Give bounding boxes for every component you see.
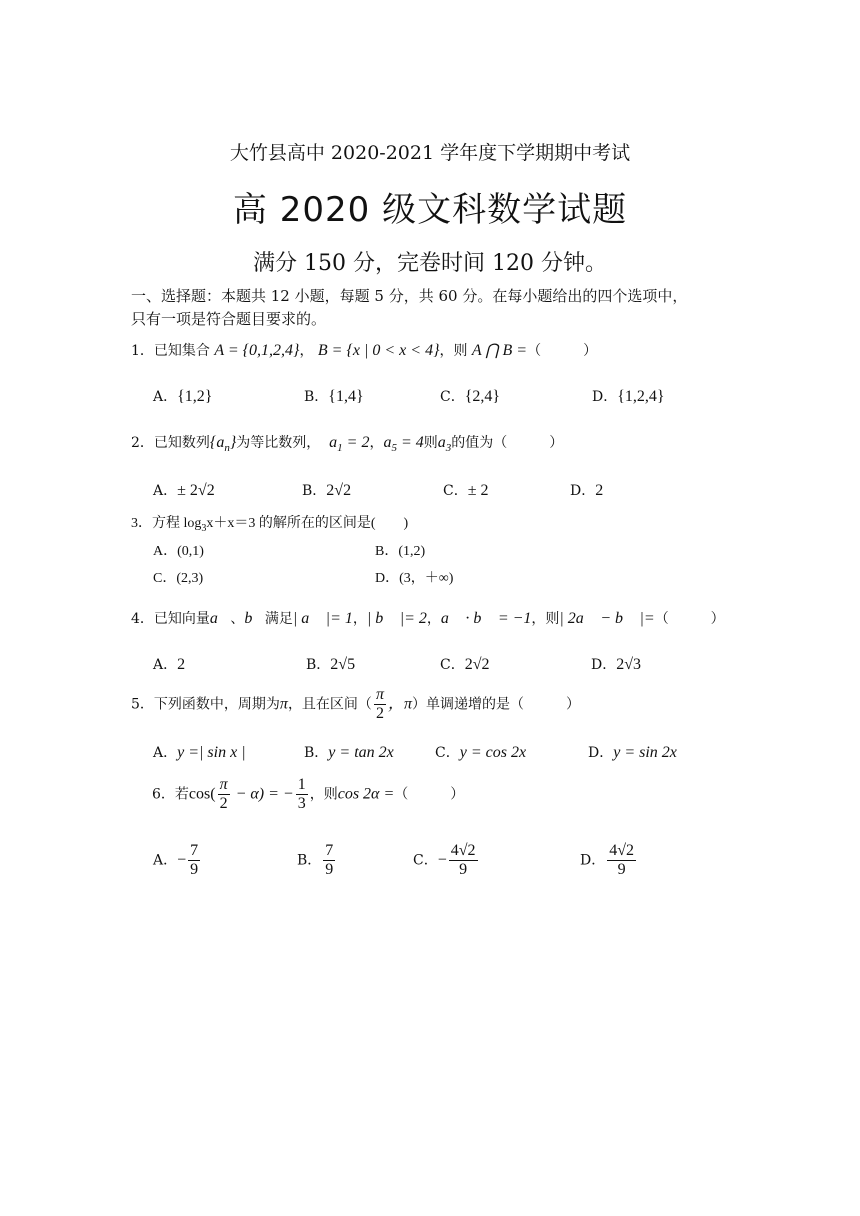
q5-fraction: $\frac{\pi}{2}$ — [375, 686, 384, 722]
q1-intersection: A ⋂ B = — [471, 342, 528, 359]
q2-option-a: A．± 2√2 — [153, 482, 215, 499]
q6-option-c: C．− $\frac{4√2}{9}$ — [413, 842, 476, 878]
question-2-stem: 2．已知数列$\{a_n\}$为等比数列， $a_1 = 2$，$a_5 = 4$则$a_3$的值为（ ） — [131, 434, 564, 454]
q6-option-b: B． $\frac{7}{9}$ — [297, 842, 334, 878]
q6-option-a: A．− $\frac{7}{9}$ — [153, 842, 199, 878]
q1-option-d: D．{1,2,4} — [592, 388, 665, 405]
q1-answer-paren: （ ） — [527, 343, 598, 359]
q1-option-c: C．{2,4} — [440, 388, 501, 405]
q2-option-d: D．2 — [570, 482, 604, 499]
q5-option-a: A．y =| sin x | — [153, 744, 246, 761]
exam-school-line: 大竹县高中 2020-2021 学年度下学期期中考试 — [229, 142, 631, 164]
question-5-stem: 5．下列函数中，周期为π，且在区间（ $\frac{\pi}{2}$ ，π）单调递增的是（ ） — [131, 686, 580, 722]
q4-option-c: C．2√2 — [440, 656, 490, 673]
question-4-stem: 4．已知向量a⃗、b⃗满足| a⃗ |= 1，| b⃗ |= 2，a⃗ · b⃗ = −1，则| 2a⃗ − b⃗ |=（ ） — [131, 610, 725, 627]
q4-option-d: D．2√3 — [591, 656, 642, 673]
q6-fraction-pi-over-2: $\frac{\pi}{2}$ — [219, 776, 228, 812]
q5-option-c: C．y = cos 2x — [435, 744, 527, 761]
q1-option-a: A．{1,2} — [153, 388, 213, 405]
q1-then: ，则 — [439, 343, 468, 359]
q1-set-a: A = {0,1,2,4} — [214, 342, 300, 359]
q2-option-b: B．2√2 — [302, 482, 352, 499]
q5-option-b: B．y = tan 2x — [304, 744, 394, 761]
q3-option-c: C．(2,3) — [153, 571, 204, 586]
q2-option-c: C．± 2 — [443, 482, 489, 499]
q3-option-a: A．(0,1) — [153, 544, 204, 559]
q1-set-b: B = {x | 0 < x < 4} — [317, 342, 440, 359]
q3-option-b: B．(1,2) — [375, 544, 426, 559]
q1-prefix: 1．已知集合 — [131, 343, 210, 359]
q4-option-b: B．2√5 — [306, 656, 356, 673]
q1-option-b: B．{1,4} — [304, 388, 364, 405]
q6-option-d: D． $\frac{4√2}{9}$ — [580, 842, 635, 878]
question-1-stem — [131, 340, 597, 360]
section-instructions-line2: 只有一项是符合题目要求的。 — [131, 310, 327, 328]
exam-title: 高 2020 级文科数学试题 — [232, 190, 628, 230]
q3-option-d: D．(3，＋∞) — [375, 571, 454, 586]
section-instructions-line1: 一、选择题：本题共 12 小题，每题 5 分，共 60 分。在每小题给出的四个选项中， — [131, 287, 688, 305]
q6-fraction-1-over-3: $\frac{1}{3}$ — [297, 776, 306, 812]
q5-option-d: D．y = sin 2x — [588, 744, 677, 761]
exam-subtitle: 满分 150 分，完卷时间 120 分钟。 — [253, 251, 607, 276]
question-3-stem: 3．方程 $\log_3x+x=3$ 的解所在的区间是( ) — [131, 516, 409, 534]
question-6-stem: 6．若cos( $\frac{\pi}{2}$ − α) = − $\frac{1}{3}$ ，则cos 2α =（ ） — [152, 776, 465, 812]
q1-sep: ， — [299, 343, 314, 359]
q4-option-a: A．2 — [153, 656, 186, 673]
